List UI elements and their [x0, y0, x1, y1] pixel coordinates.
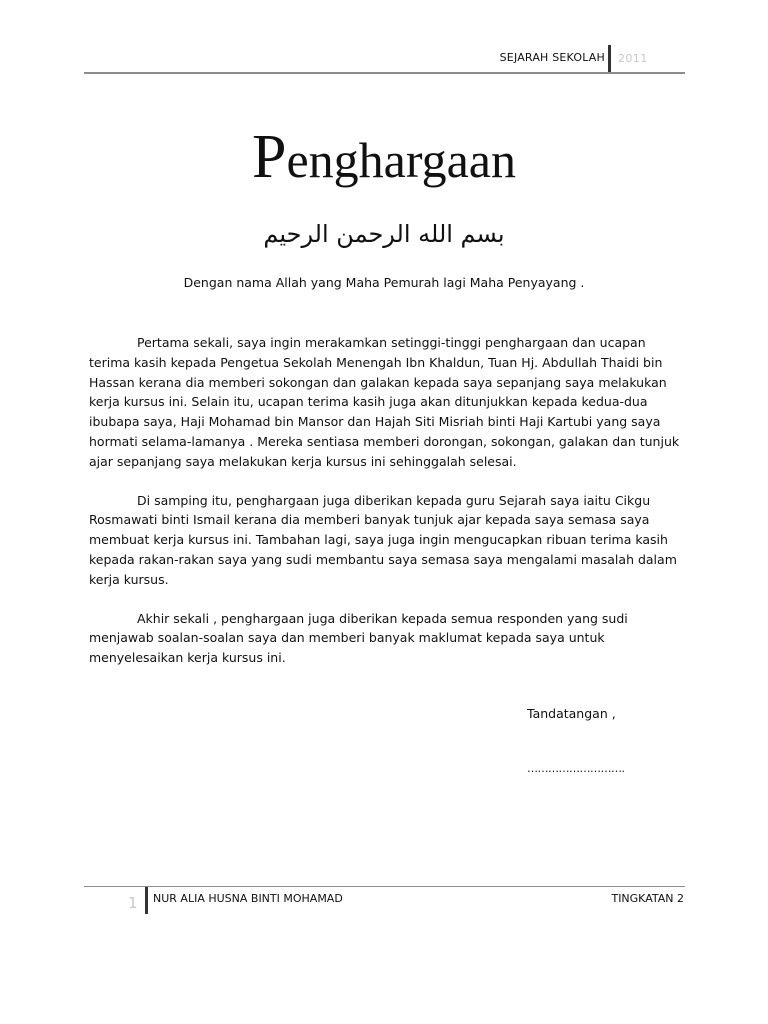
page-number: 1: [128, 894, 138, 912]
footer-rule: [84, 886, 685, 887]
bismillah-arabic: بسم الله الرحمن الرحيم: [263, 220, 505, 248]
page-title-rest: enghargaan: [286, 132, 516, 188]
paragraph-1: Pertama sekali, saya ingin merakamkan setinggi-tinggi penghargaan dan ucapan terima kasih kepada Pengetua Sekolah Menengah Ibn Khaldun, Tuan Hj. Abdullah Thaidi bin Hassan kerana dia memberi sokongan dan galakan kepada saya sepanjang saya melakukan kerja kursus ini. Selain itu, ucapan terima kasih juga akan ditunjukkan kepada kedua-dua ibubapa saya, Haji Mohamad bin Mansor dan Hajah Siti Misriah binti Haji Kartubi yang saya hormati selama-lamanya . Mereka sentiasa memberi dorongan, sokongan, galakan dan tunjuk ajar sepanjang saya melakukan kerja kursus ini sehinggalah selesai.: [89, 335, 680, 469]
header-title: SEJARAH SEKOLAH: [499, 51, 605, 64]
page-title-initial: P: [251, 123, 287, 191]
footer-separator: [145, 887, 148, 914]
body-text: [89, 333, 689, 687]
header-separator: [608, 45, 611, 72]
page-title: [0, 122, 768, 195]
paragraph-3: Akhir sekali , penghargaan juga diberikan kepada semua responden yang sudi menjawab soalan-soalan saya dan memberi banyak maklumat kepada saya untuk menyelesaikan kerja kursus ini.: [89, 610, 628, 666]
header-rule: [84, 72, 685, 74]
signature-label: Tandatangan ,: [527, 706, 616, 721]
student-class: TINGKATAN 2: [611, 892, 684, 905]
paragraph-2: Di samping itu, penghargaan juga diberikan kepada guru Sejarah saya iaitu Cikgu Rosmawati binti Ismail kerana dia memberi banyak tunjuk ajar kepada saya semasa saya membuat kerja kursus ini. Tambahan lagi, saya juga ingin mengucapkan ribuan terima kasih kepada rakan-rakan saya yang sudi membantu saya semasa saya mengalami masalah dalam kerja kursus.: [89, 492, 677, 587]
signature-line: ……………………….: [527, 762, 625, 775]
student-name: NUR ALIA HUSNA BINTI MOHAMAD: [153, 892, 343, 905]
bismillah-translation: Dengan nama Allah yang Maha Pemurah lagi Maha Penyayang .: [183, 275, 585, 290]
header-year: 2011: [618, 52, 648, 65]
